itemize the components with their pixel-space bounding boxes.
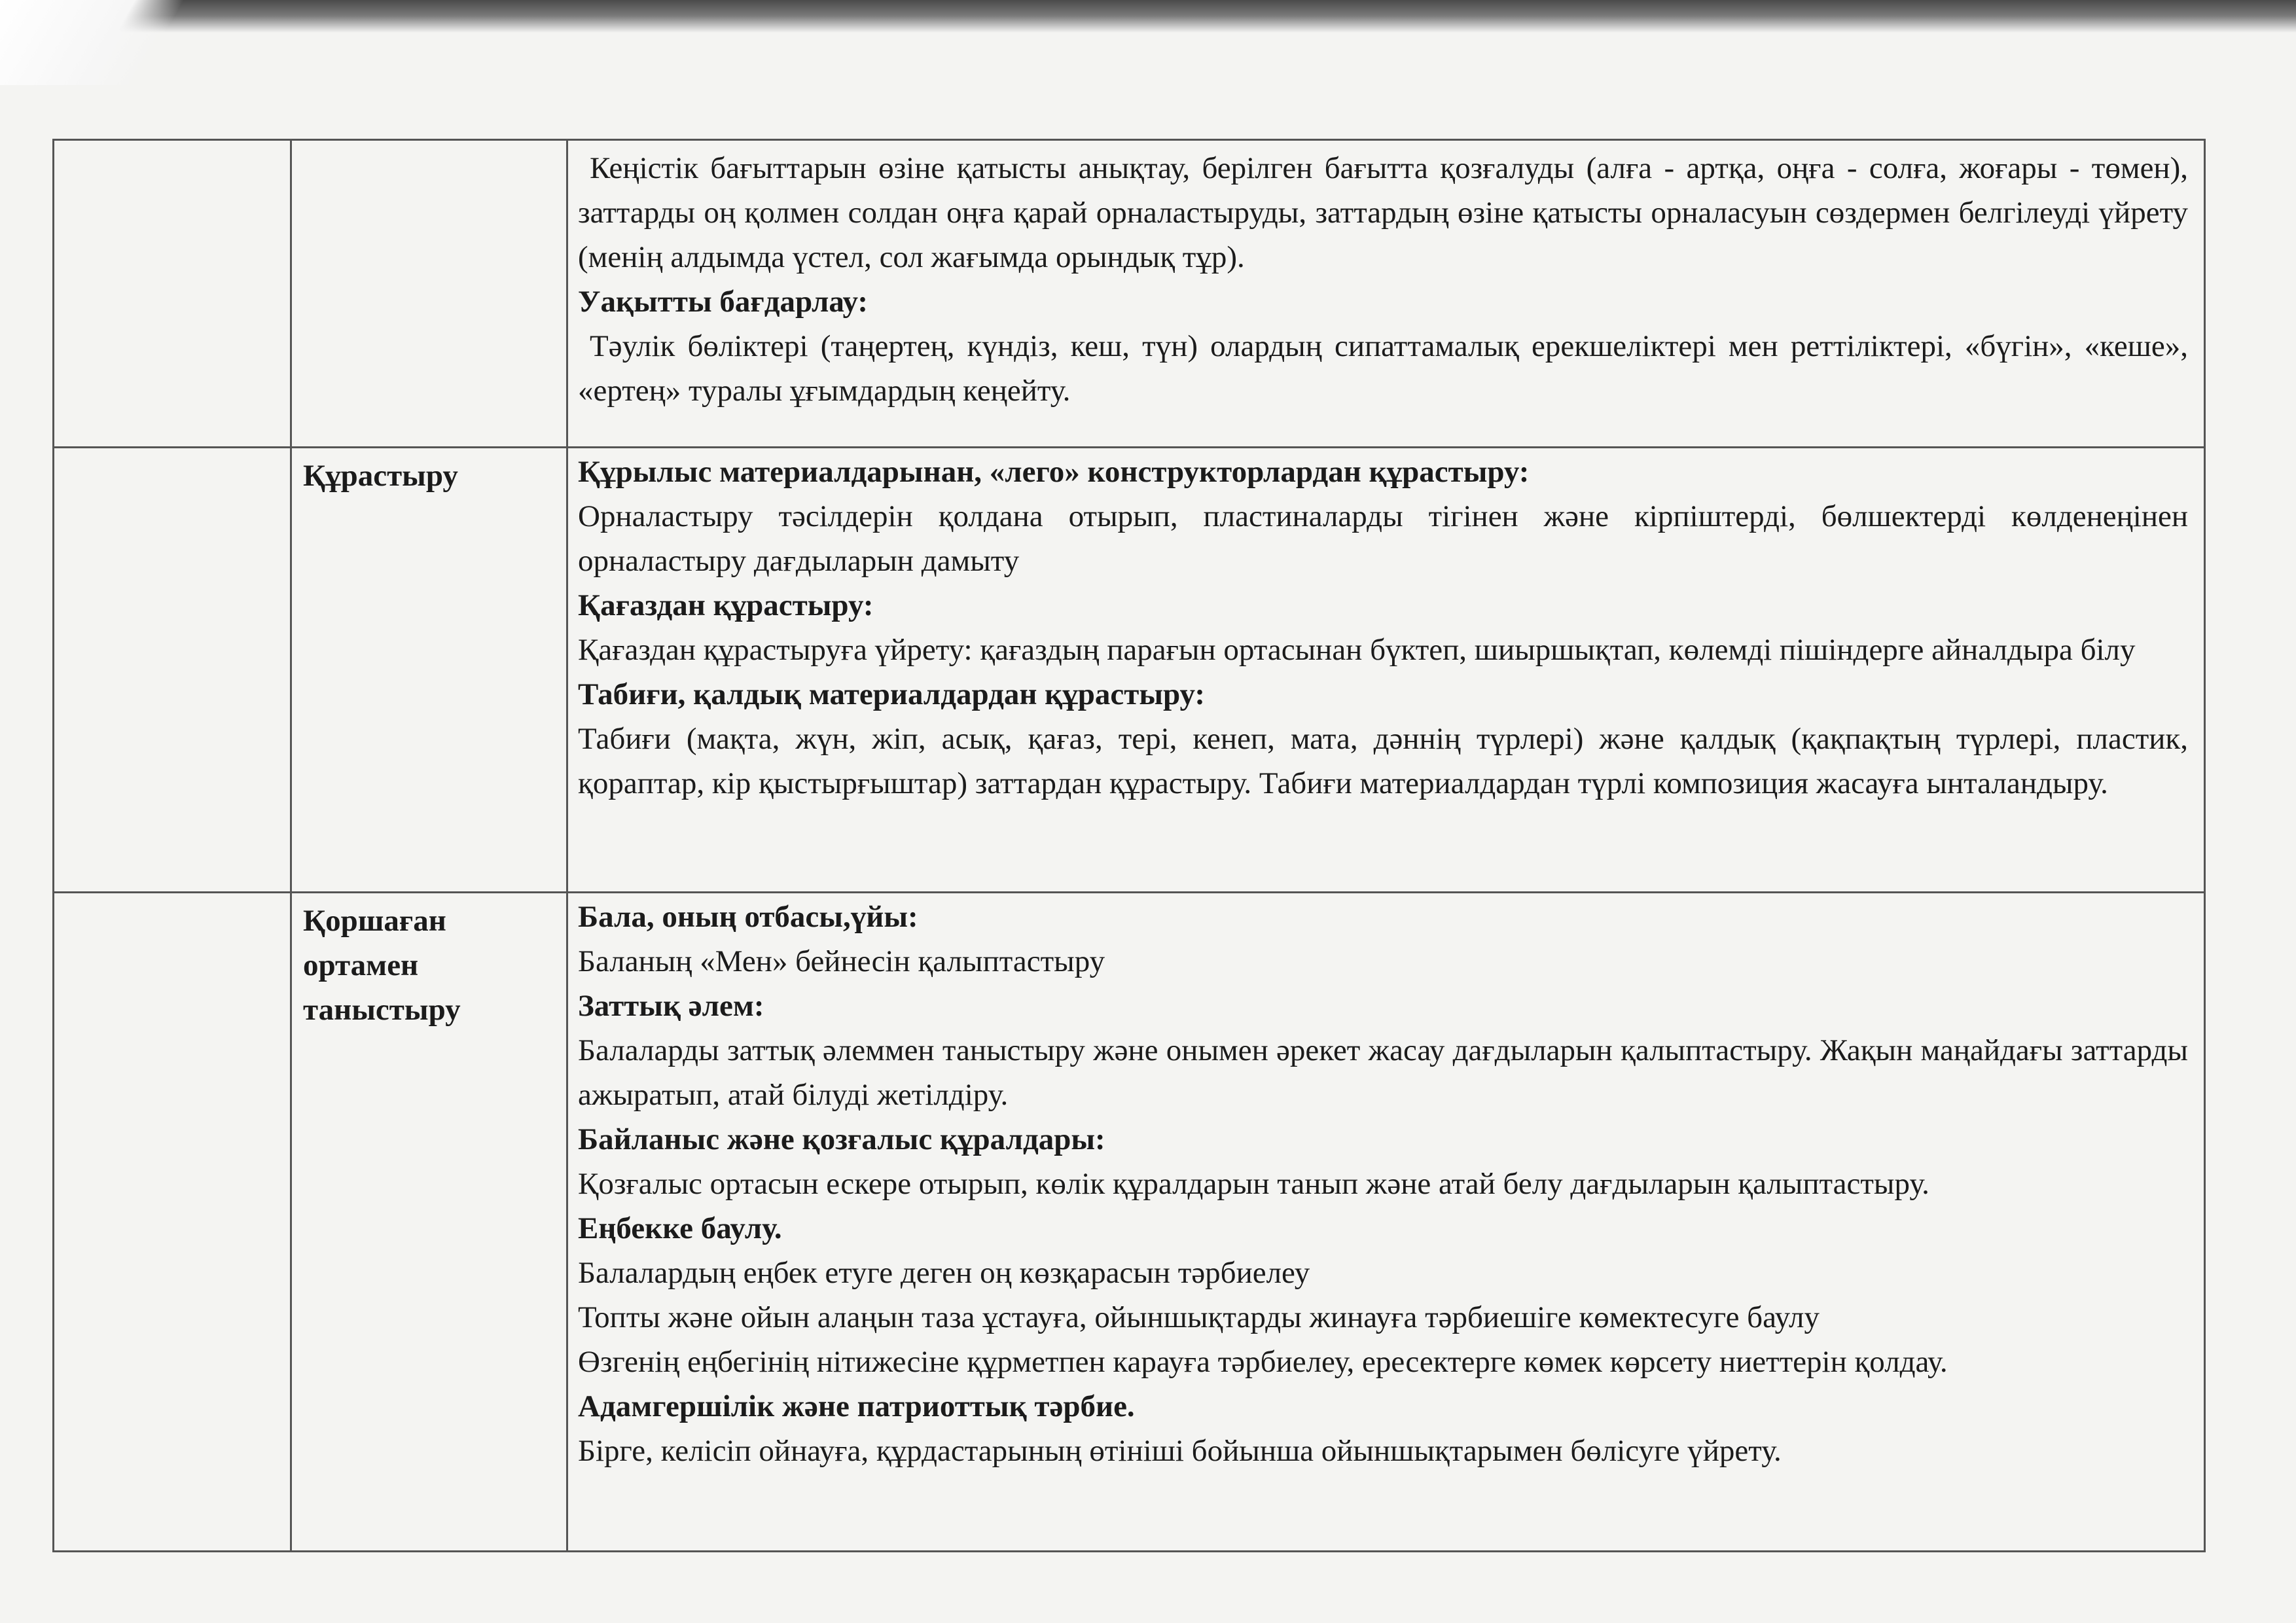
- column-divider: [566, 448, 568, 891]
- scan-top-edge: [0, 0, 2296, 33]
- paragraph: Тәулік бөліктері (таңертең, күндіз, кеш, түн) олардың сипаттамалық ерекшеліктері мен реттіліктері, «бүгін», «кеше», «ертең» туралы ұғымдардың кеңейту.: [578, 329, 2188, 408]
- table-row-environment: [54, 891, 2204, 1552]
- section-heading: Еңбекке баулу.: [578, 1211, 782, 1245]
- column-divider: [290, 141, 292, 446]
- table-row-spatial-orientation: [54, 139, 2204, 446]
- paragraph: Өзгенің еңбегінің нітижесіне құрметпен карауға тәрбиелеу, ересектерге көмек көрсету ниеттерін қолдау.: [578, 1345, 1948, 1379]
- table-row-construction: [54, 446, 2204, 891]
- paragraph: Балаларды заттық әлеммен таныстыру және онымен әрекет жасау дағдыларын қалыптастыру. Жақын маңайдағы заттарды ажыратып, атай білуді жетілдіру.: [578, 1033, 2188, 1112]
- column-divider: [566, 141, 568, 446]
- paragraph: Бірге, келісіп ойнауға, құрдастарының өтініші бойынша ойыншықтарымен бөлісуге үйрету.: [578, 1434, 1782, 1468]
- row-content: [578, 450, 2188, 806]
- curriculum-table: [52, 139, 2206, 1552]
- scan-corner-fold: [0, 0, 196, 85]
- row-label: Құрастыру: [303, 459, 458, 493]
- column-divider: [566, 893, 568, 1552]
- section-heading: Бала, оның отбасы,үйы:: [578, 900, 918, 934]
- section-heading: Адамгершілік және патриоттық тәрбие.: [578, 1389, 1135, 1423]
- paragraph: Топты және ойын алаңын таза ұстауға, ойыншықтарды жинауға тәрбиешіге көмектесуге баулу: [578, 1300, 1820, 1334]
- section-heading: Заттық әлем:: [578, 989, 764, 1023]
- paragraph: Баланың «Мен» бейнесін қалыптастыру: [578, 944, 1105, 978]
- paragraph: Табиғи (мақта, жүн, жіп, асық, қағаз, тері, кенеп, мата, дәннің түрлері) және қалдық (қақпақтың түрлері, пластик, қорaптар, кір қыстырғыштар) заттардан құрастыру. Табиғи материалдардан түрлі композиция жасауға ынталандыру.: [578, 722, 2188, 800]
- section-heading: Байланыс және қозғалыс құралдары:: [578, 1122, 1105, 1156]
- paragraph: Балалардың еңбек етуге деген оң көзқарасын тәрбиелеу: [578, 1256, 1310, 1290]
- section-heading: Құрылыс материалдарынан, «лего» конструкторлардан құрастыру:: [578, 455, 1530, 489]
- section-heading: Уақытты бағдарлау:: [578, 285, 868, 319]
- row-label: Қоршаған ортамен таныстыру: [303, 904, 461, 1027]
- column-divider: [290, 893, 292, 1552]
- row-content: [578, 895, 2188, 1473]
- paragraph: Қағаздан құрастыруға үйрету: қағаздың парағын ортасынан бүктеп, шиыршықтап, көлемді пішіндерге айналдыра білу: [578, 633, 2136, 667]
- paragraph: Қозғалыс ортасын ескере отырып, көлік құралдарын танып және атай белу дағдыларын қалыптастыру.: [578, 1167, 1929, 1201]
- section-heading: Табиғи, қалдық материалдардан құрастыру:: [578, 677, 1206, 711]
- row-content: [578, 146, 2188, 413]
- section-heading: Қағаздан құрастыру:: [578, 588, 874, 622]
- paragraph: Орналастыру тәсілдерін қолдана отырып, пластиналарды тігінен және кірпіштерді, бөлшектерді көлденеңінен орналастыру дағдыларын дамыту: [578, 499, 2188, 578]
- column-divider: [290, 448, 292, 891]
- paragraph: Кеңістік бағыттарын өзіне қатысты анықтау, берілген бағытта қозғалуды (алға - артқа, оңға - солға, жоғары - төмен), заттарды оң қолмен солдан оңға қарай орналастыруды, заттардың өзіне қатысты орналасуын сөздермен белгілеуді үйрету (менің алдымда үстел, сол жағымда орындық тұр).: [578, 151, 2188, 274]
